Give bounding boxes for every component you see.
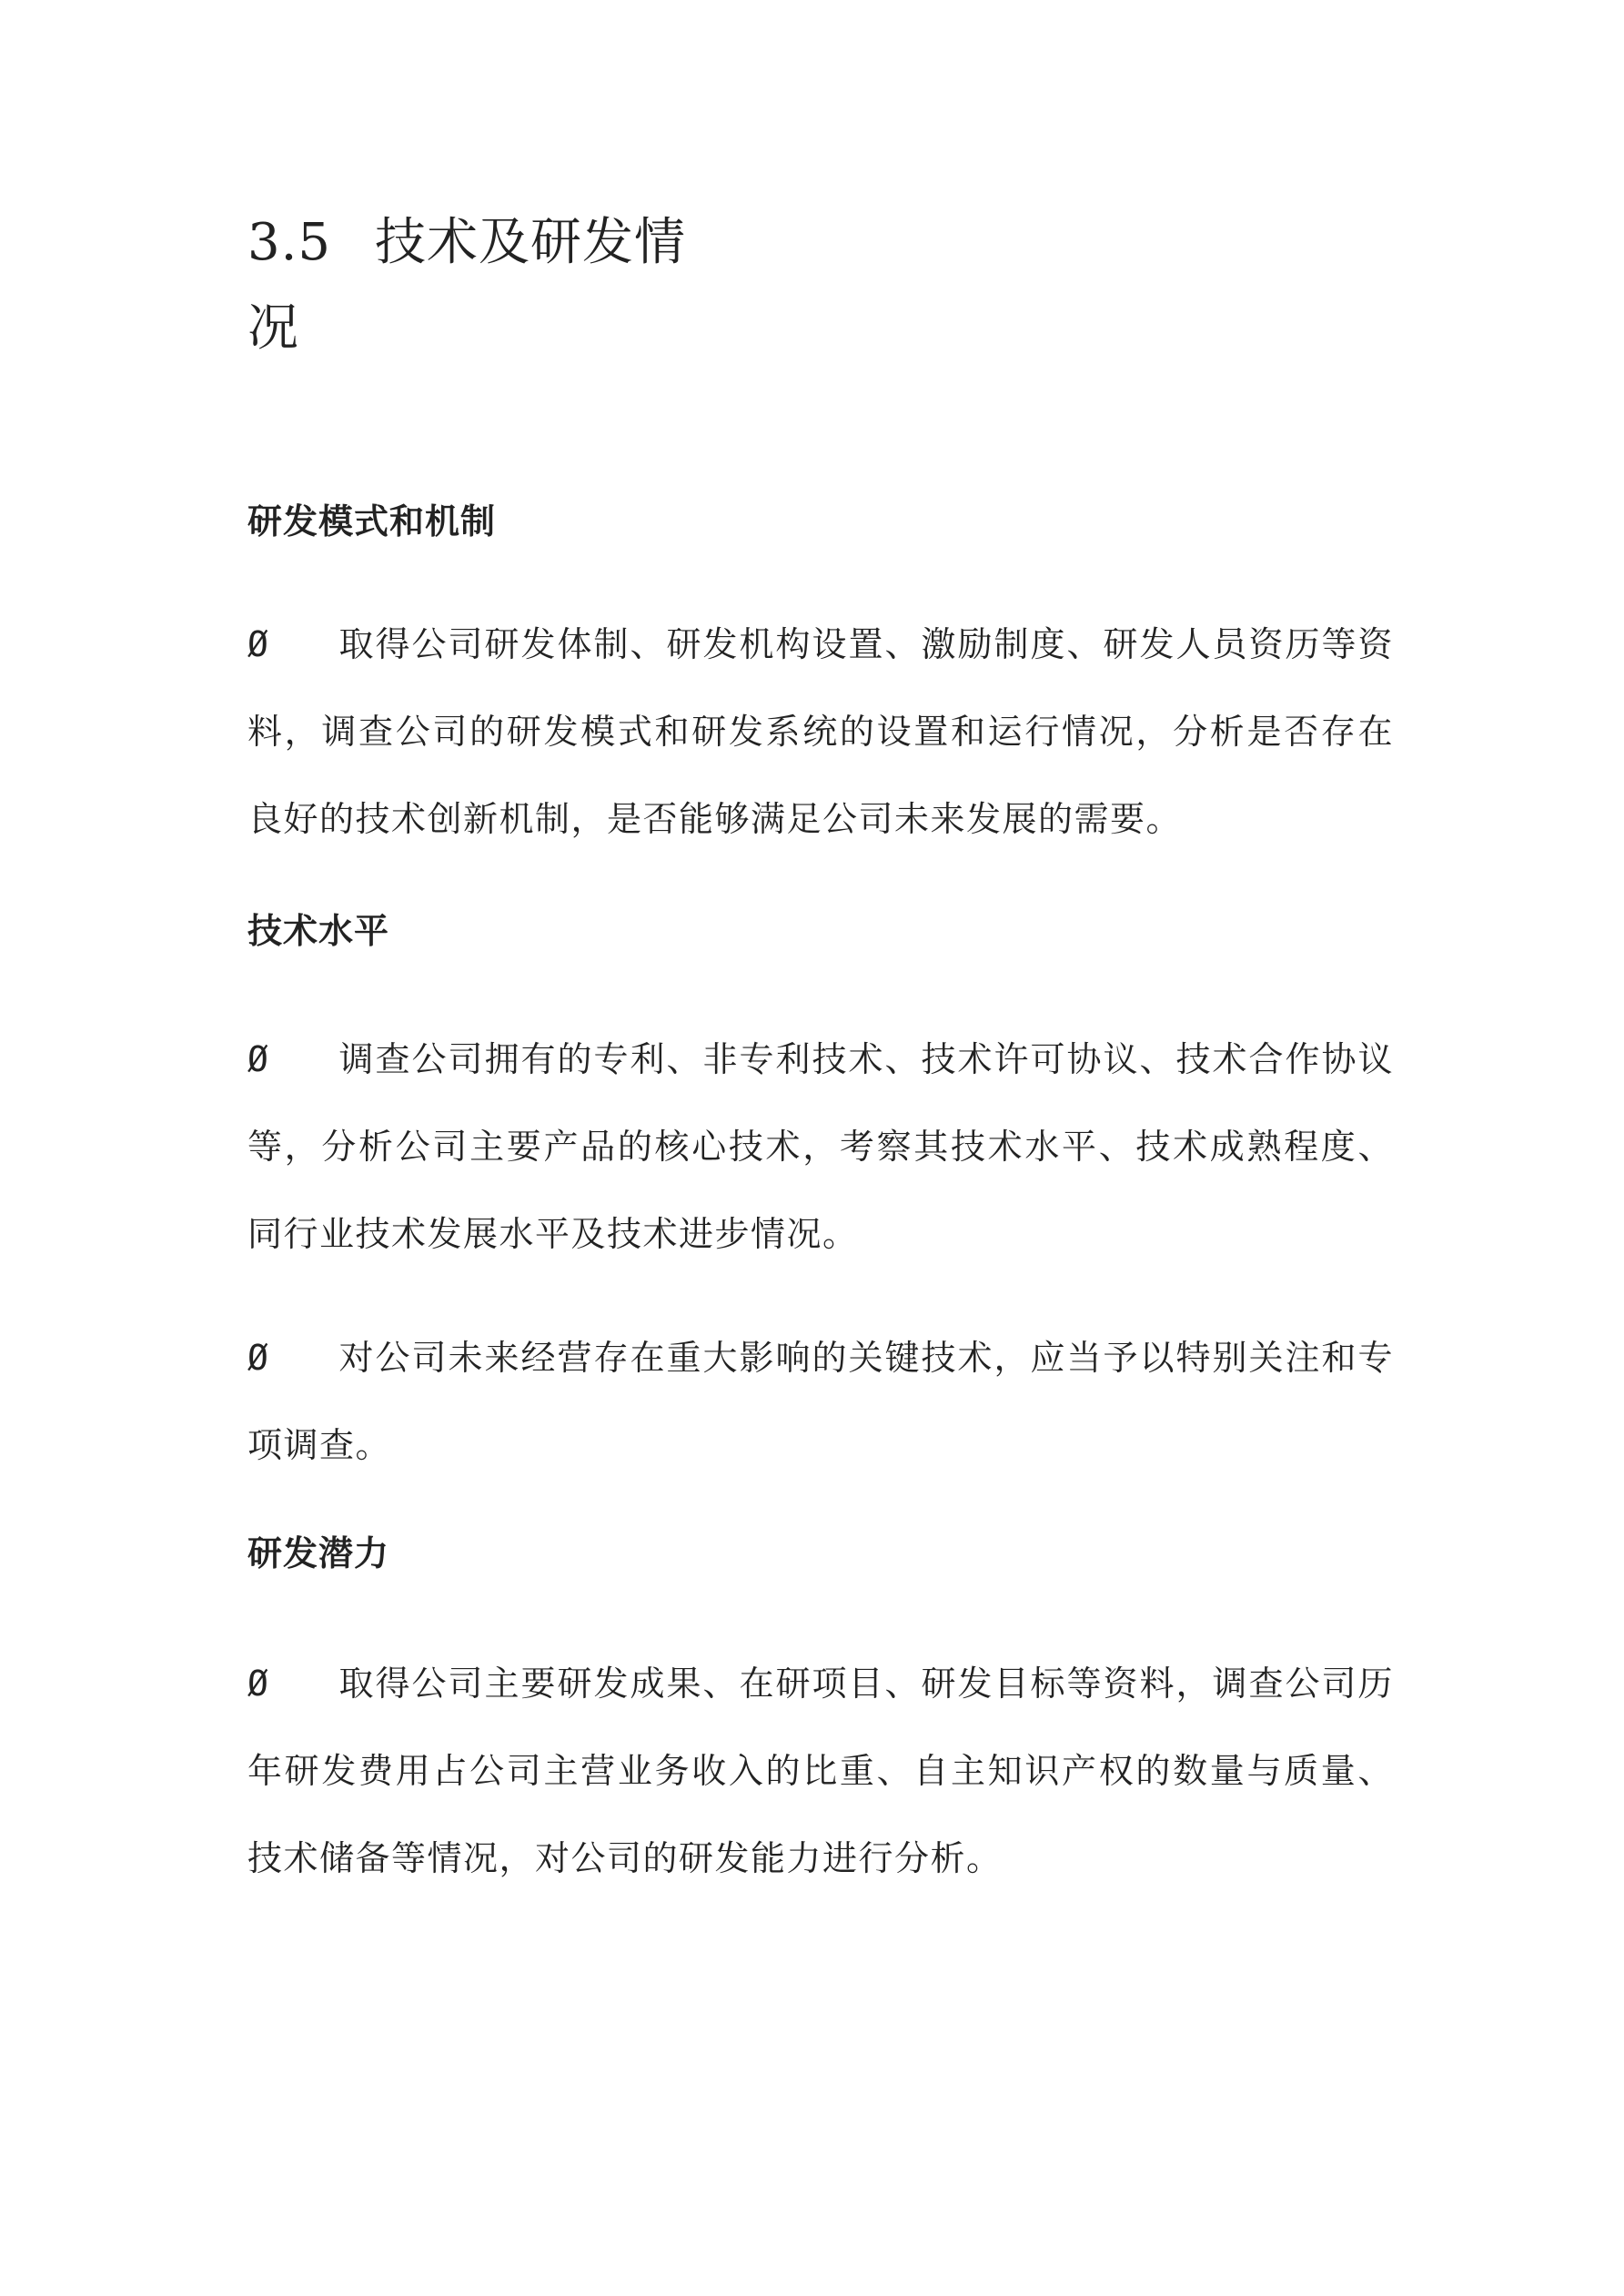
section-number: 3.5 — [247, 213, 332, 272]
bullet-paragraph — [247, 1016, 1394, 1278]
paragraph-text: 取得公司研发体制、研发机构设置、激励制度、研发人员资历等资料，调查公司的研发模式和研发系统的设置和运行情况，分析是否存在良好的技术创新机制，是否能够满足公司未来发展的需要。 — [247, 624, 1394, 839]
paragraph-text: 取得公司主要研发成果、在研项目、研发目标等资料，调查公司历年研发费用占公司主营业务收入的比重、自主知识产权的数量与质量、技术储备等情况，对公司的研发能力进行分析。 — [247, 1664, 1394, 1878]
bullet-icon: Ø — [247, 624, 270, 664]
subsection-heading-rd-potential: 研发潜力 — [247, 1533, 390, 1573]
bullet-paragraph — [247, 1640, 1394, 1902]
bullet-paragraph — [247, 601, 1394, 863]
paragraph-text: 调查公司拥有的专利、非专利技术、技术许可协议、技术合作协议等，分析公司主要产品的核心技术，考察其技术水平、技术成熟程度、同行业技术发展水平及技术进步情况。 — [247, 1039, 1394, 1254]
paragraph-text: 对公司未来经营存在重大影响的关键技术，应当予以特别关注和专项调查。 — [247, 1338, 1394, 1465]
page-title — [247, 200, 721, 371]
subsection-heading-rd-model: 研发模式和机制 — [247, 501, 497, 541]
bullet-icon: Ø — [247, 1664, 270, 1704]
bullet-paragraph — [247, 1314, 1394, 1489]
subsection-heading-tech-level: 技术水平 — [247, 911, 390, 951]
bullet-icon: Ø — [247, 1039, 270, 1079]
bullet-icon: Ø — [247, 1338, 270, 1378]
document-page — [247, 200, 1394, 1902]
section-title: 技术及研发情况 — [247, 213, 686, 358]
